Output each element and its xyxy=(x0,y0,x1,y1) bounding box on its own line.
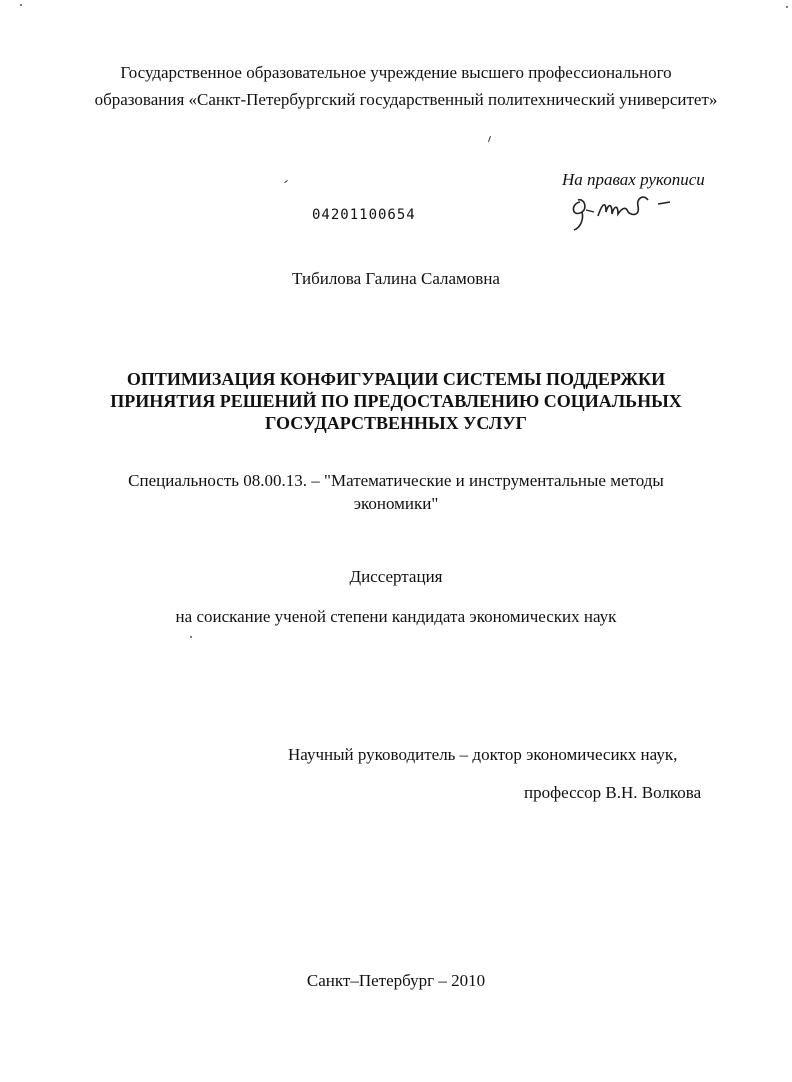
author-name: Тибилова Галина Саламовна xyxy=(292,269,500,288)
title-line-3: ГОСУДАРСТВЕННЫХ УСЛУГ xyxy=(264,413,527,433)
institution-line-1: Государственное образовательное учреждение высшего профессионального xyxy=(120,63,672,82)
registration-number: 04201100654 xyxy=(312,207,416,223)
signature xyxy=(566,190,686,232)
scan-mark xyxy=(284,180,288,183)
supervisor-line-2: профессор В.Н. Волкова xyxy=(524,783,702,802)
place-year: Санкт–Петербург – 2010 xyxy=(306,971,486,990)
scan-speck xyxy=(20,4,22,6)
degree-line: на соискание ученой степени кандидата экономических наук xyxy=(175,607,617,626)
supervisor-line-1: Научный руководитель – доктор экономичесикх наук, xyxy=(288,745,678,764)
title-line-1: ОПТИМИЗАЦИЯ КОНФИГУРАЦИИ СИСТЕМЫ ПОДДЕРЖКИ xyxy=(126,369,666,389)
institution-line-2: образования «Санкт-Петербургский государственный политехнический университет» xyxy=(94,90,718,109)
document-type: Диссертация xyxy=(349,567,443,586)
scan-speck xyxy=(190,636,192,638)
scan-mark xyxy=(488,136,491,142)
scan-speck xyxy=(786,6,788,8)
specialty-line-2: экономики" xyxy=(353,494,439,513)
title-line-2: ПРИНЯТИЯ РЕШЕНИЙ ПО ПРЕДОСТАВЛЕНИЮ СОЦИАЛЬНЫХ xyxy=(110,391,682,411)
rights-note: На правах рукописи xyxy=(562,170,705,189)
specialty-line-1: Специальность 08.00.13. – "Математические и инструментальные методы xyxy=(128,471,664,490)
